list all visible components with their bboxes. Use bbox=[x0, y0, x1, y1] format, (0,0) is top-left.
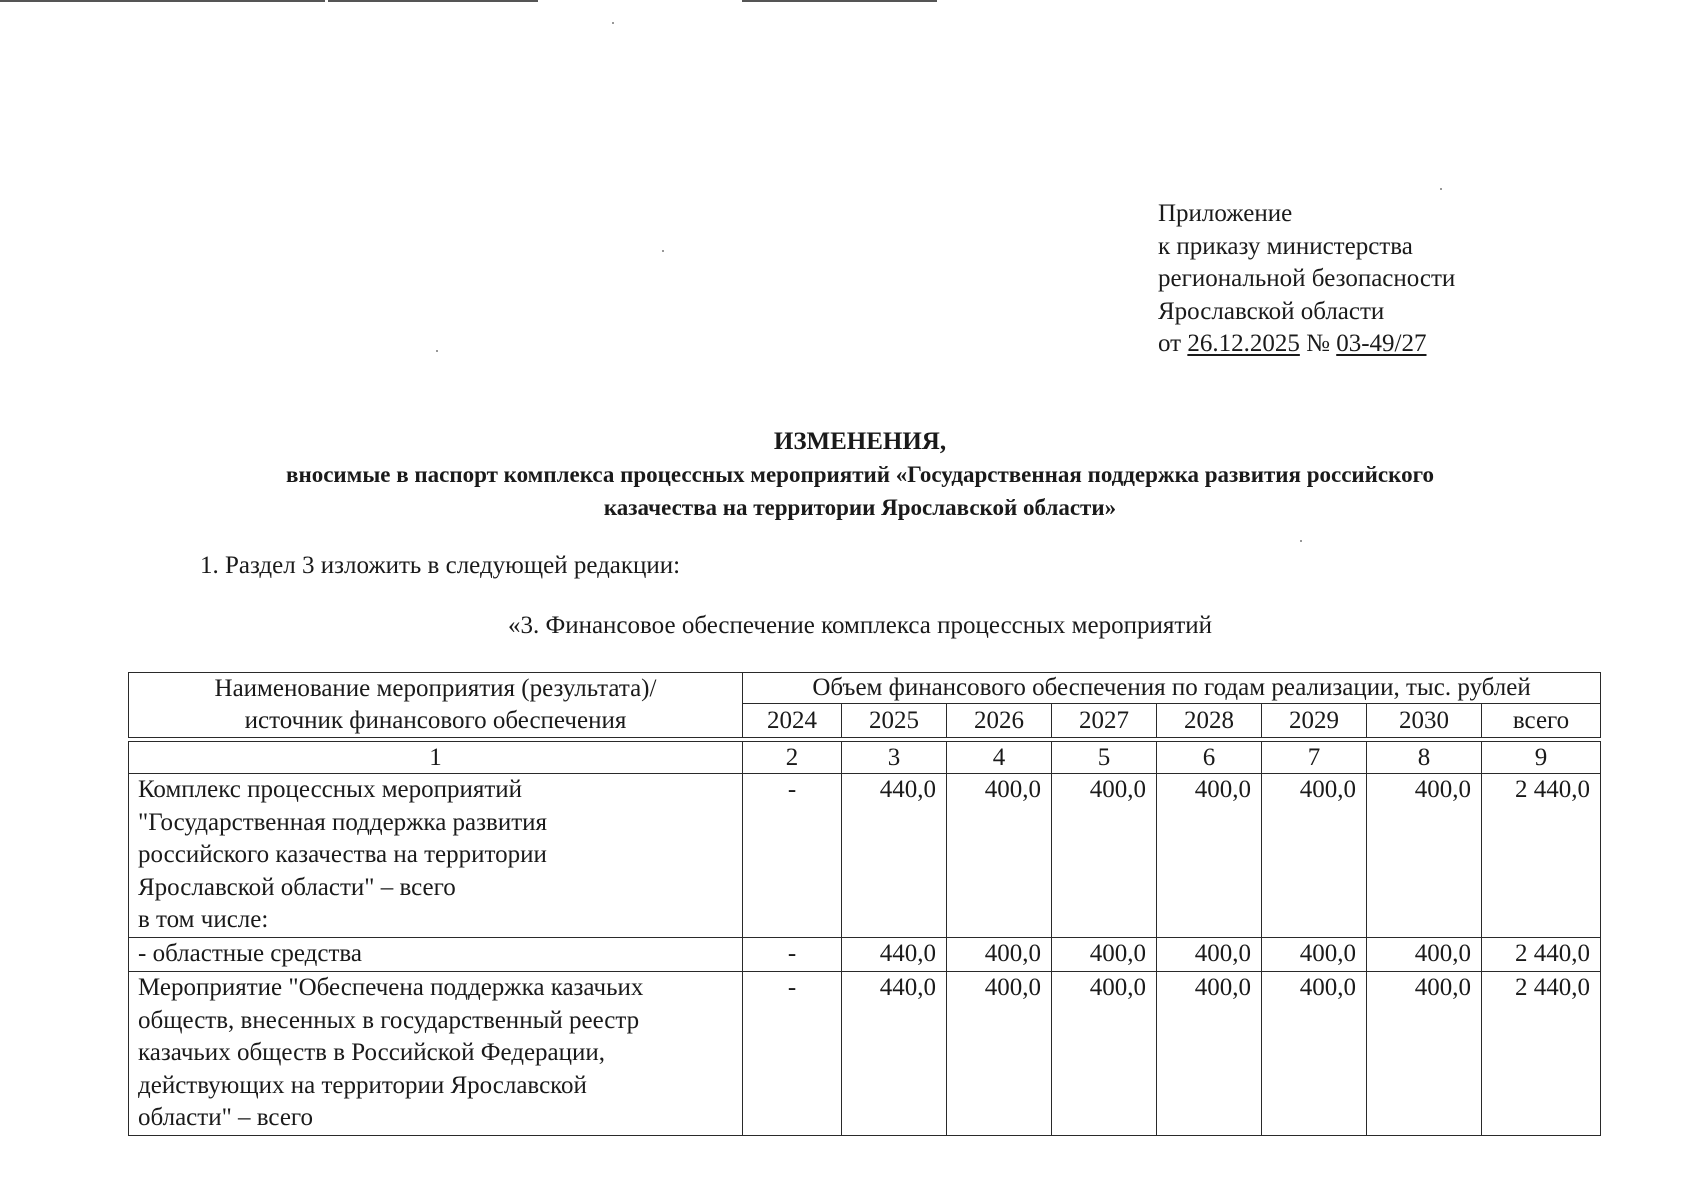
column-number: 2 bbox=[743, 742, 842, 774]
table-row bbox=[129, 938, 1601, 972]
row-name-line: казачьих обществ в Российской Федерации, bbox=[138, 1039, 606, 1066]
column-number: 5 bbox=[1052, 742, 1157, 774]
financing-table-body bbox=[128, 741, 1601, 1136]
order-date: 26.12.2025 bbox=[1187, 330, 1300, 357]
value-cell: 400,0 bbox=[1157, 774, 1262, 938]
appendix-block bbox=[1158, 198, 1455, 361]
row-name-line: - областные средства bbox=[138, 940, 362, 967]
column-number: 1 bbox=[129, 742, 743, 774]
appendix-date-line bbox=[1158, 328, 1455, 361]
value-cell: 400,0 bbox=[1157, 938, 1262, 972]
total-cell: 2 440,0 bbox=[1482, 774, 1601, 938]
value-cell: 440,0 bbox=[842, 972, 947, 1136]
row-name-cell bbox=[129, 938, 743, 972]
total-cell: 2 440,0 bbox=[1482, 938, 1601, 972]
row-name-line: российского казачества на территории bbox=[138, 841, 547, 868]
value-cell: 400,0 bbox=[947, 774, 1052, 938]
scan-speck bbox=[662, 250, 664, 252]
heading-subtitle-line: казачества на территории Ярославской области» bbox=[603, 495, 1117, 520]
table-row bbox=[129, 774, 1601, 938]
row-name-line: "Государственная поддержка развития bbox=[138, 808, 548, 836]
value-cell: - bbox=[743, 972, 842, 1136]
value-cell: 400,0 bbox=[1157, 972, 1262, 1136]
value-cell: - bbox=[743, 938, 842, 972]
appendix-line: Приложение bbox=[1158, 200, 1293, 227]
value-cell: 400,0 bbox=[1367, 972, 1482, 1136]
row-name-line: Комплекс процессных мероприятий bbox=[138, 776, 523, 803]
scan-speck bbox=[1440, 188, 1442, 190]
scan-artifact-line bbox=[0, 0, 325, 2]
year-header: 2028 bbox=[1157, 704, 1262, 738]
value-cell: 440,0 bbox=[842, 774, 947, 938]
value-cell: 400,0 bbox=[1367, 938, 1482, 972]
year-header: 2025 bbox=[842, 704, 947, 738]
appendix-line: Ярославской области bbox=[1158, 297, 1385, 325]
value-cell: 400,0 bbox=[1262, 972, 1367, 1136]
value-cell: 440,0 bbox=[842, 938, 947, 972]
heading-subtitle-line: вносимые в паспорт комплекса процессных мероприятий «Государственная поддержка развития российского bbox=[286, 462, 1434, 487]
volume-header: Объем финансового обеспечения по годам реализации, тыс. рублей bbox=[743, 673, 1601, 704]
row-name-cell bbox=[129, 774, 743, 938]
value-cell: 400,0 bbox=[1262, 774, 1367, 938]
column-number: 8 bbox=[1367, 742, 1482, 774]
year-header: 2026 bbox=[947, 704, 1052, 738]
section-title: «3. Финансовое обеспечение комплекса процессных мероприятий bbox=[507, 612, 1213, 639]
total-cell: 2 440,0 bbox=[1482, 972, 1601, 1136]
row-name-line: Ярославской области" – всего bbox=[138, 873, 456, 901]
row-name-cell bbox=[129, 972, 743, 1136]
row-name-line: действующих на территории Ярославской bbox=[138, 1071, 587, 1099]
year-header: 2027 bbox=[1052, 704, 1157, 738]
table-row bbox=[129, 972, 1601, 1136]
appendix-line: к приказу министерства bbox=[1158, 232, 1413, 260]
total-header: всего bbox=[1482, 704, 1601, 738]
year-header: 2024 bbox=[743, 704, 842, 738]
order-number: 03-49/27 bbox=[1336, 330, 1427, 357]
instruction-text: 1. Раздел 3 изложить в следующей редакции: bbox=[200, 552, 681, 579]
column-number-row bbox=[129, 742, 1601, 774]
row-name-line: Мероприятие "Обеспечена поддержка казачьих bbox=[138, 974, 644, 1001]
document-heading bbox=[120, 426, 1600, 524]
scan-speck bbox=[612, 22, 614, 24]
heading-title: ИЗМЕНЕНИЯ, bbox=[773, 428, 947, 455]
column-number: 4 bbox=[947, 742, 1052, 774]
year-header: 2029 bbox=[1262, 704, 1367, 738]
value-cell: 400,0 bbox=[947, 972, 1052, 1136]
name-column-header bbox=[129, 673, 743, 738]
appendix-line: региональной безопасности bbox=[1158, 265, 1456, 292]
value-cell: 400,0 bbox=[947, 938, 1052, 972]
column-number: 9 bbox=[1482, 742, 1601, 774]
date-prefix: от bbox=[1158, 330, 1182, 357]
row-name-line: области" – всего bbox=[138, 1104, 314, 1131]
header-line: источник финансового обеспечения bbox=[244, 707, 627, 734]
number-sign: № bbox=[1306, 330, 1330, 357]
scan-artifact-line bbox=[328, 0, 538, 2]
value-cell: - bbox=[743, 774, 842, 938]
value-cell: 400,0 bbox=[1052, 972, 1157, 1136]
year-header: 2030 bbox=[1367, 704, 1482, 738]
financing-table-header bbox=[128, 672, 1601, 738]
value-cell: 400,0 bbox=[1367, 774, 1482, 938]
value-cell: 400,0 bbox=[1052, 774, 1157, 938]
value-cell: 400,0 bbox=[1052, 938, 1157, 972]
scan-artifact-line bbox=[742, 0, 937, 2]
value-cell: 400,0 bbox=[1262, 938, 1367, 972]
scan-speck bbox=[1300, 540, 1302, 542]
scan-speck bbox=[436, 350, 438, 352]
row-name-line: обществ, внесенных в государственный реестр bbox=[138, 1006, 640, 1034]
column-number: 3 bbox=[842, 742, 947, 774]
row-name-line: в том числе: bbox=[138, 906, 269, 933]
column-number: 7 bbox=[1262, 742, 1367, 774]
header-line: Наименование мероприятия (результата)/ bbox=[214, 675, 657, 702]
column-number: 6 bbox=[1157, 742, 1262, 774]
